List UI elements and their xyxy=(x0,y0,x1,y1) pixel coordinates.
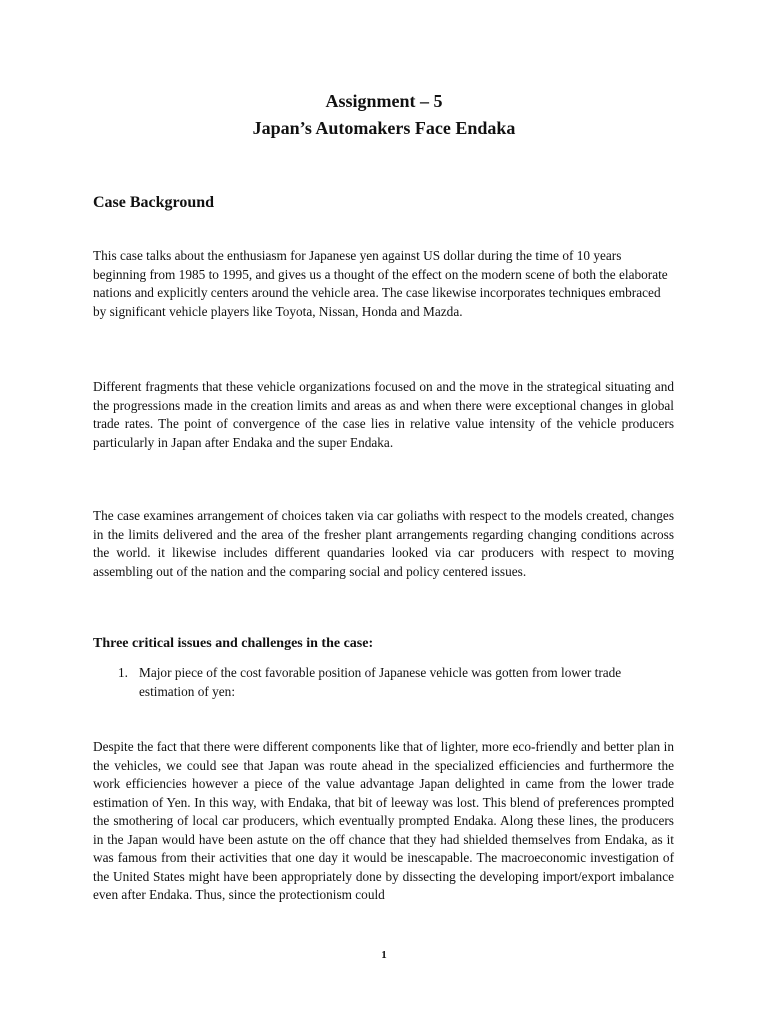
paragraph-3: The case examines arrangement of choices taken via car goliaths with respect to the models created, changes in the limits delivered and the area of the fresher plant arrangements regarding changing conditions across the world. it likewise includes different quandaries looked via car producers with respect to moving assembling out of the nation and the comparing social and policy centered issues. xyxy=(93,508,674,579)
list-item-number: 1. xyxy=(118,665,128,680)
document-subtitle: Japan’s Automakers Face Endaka xyxy=(252,118,516,138)
case-background-heading: Case Background xyxy=(93,194,215,211)
page-number: 1 xyxy=(381,949,387,961)
paragraph-2: Different fragments that these vehicle organizations focused on and the move in the strategical situating and the progressions made in the creation limits and areas as and when there were exceptional changes in global trade rates. The point of convergence of the case lies in relative value intensity of the vehicle producers particularly in Japan after Endaka and the super Endaka. xyxy=(93,379,674,450)
paragraph-1: This case talks about the enthusiasm for Japanese yen against US dollar during the time of 10 years beginning from 1985 to 1995, and gives us a thought of the effect on the modern scene of both the elaborate nations and explicitly centers around the vehicle area. The case likewise incorporates techniques embraced by significant vehicle players like Toyota, Nissan, Honda and Mazda. xyxy=(93,248,668,319)
list-item-text: Major piece of the cost favorable position of Japanese vehicle was gotten from lower trade estimation of yen: xyxy=(139,665,622,699)
paragraph-4: Despite the fact that there were different components like that of lighter, more eco-friendly and better plan in the vehicles, we could see that Japan was route ahead in the specialized efficiencies and furthermore the work efficiencies however a piece of the value advantage Japan delighted in came from the lower trade estimation of Yen. In this way, with Endaka, that bit of leeway was lost. This blend of preferences prompted the smothering of local car producers, which eventually prompted Endaka. Along these lines, the producers in the Japan would have been astute on the off chance that they had shielded themselves from Endaka, as it was famous from their activities that one day it would be inescapable. The macroeconomic investigation of the United States might have been appropriately done by dissecting the developing import/export imbalance even after Endaka. Thus, since the protectionism could xyxy=(93,739,674,902)
issues-heading: Three critical issues and challenges in the case: xyxy=(93,636,374,651)
assignment-title: Assignment – 5 xyxy=(325,91,443,111)
